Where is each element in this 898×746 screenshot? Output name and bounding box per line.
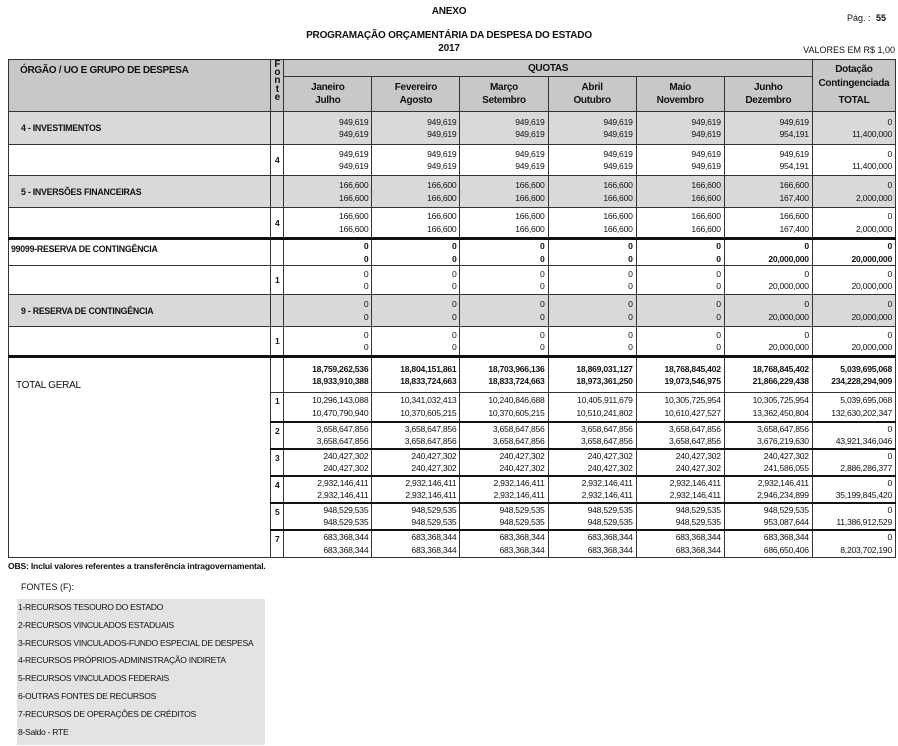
fonte-legend-item: 1-RECURSOS TESOURO DO ESTADO: [18, 602, 164, 612]
total-cell: 0 43,921,346,046: [812, 422, 895, 449]
quota-cell: 3,658,647,856 3,658,647,856: [548, 422, 636, 449]
total-geral-row: [9, 357, 896, 393]
quota-cell: 0 20,000,000: [724, 295, 812, 327]
total-cell: 0 2,000,000: [812, 208, 895, 239]
quota-cell: 0 0: [284, 239, 372, 266]
quota-cell: 0 20,000,000: [724, 327, 812, 357]
quota-cell: 0 0: [460, 327, 548, 357]
total-cell: 0 8,203,702,190: [812, 530, 895, 558]
fonte-legend-item: 5-RECURSOS VINCULADOS FEDERAIS: [18, 673, 169, 684]
group-row: [9, 295, 896, 327]
quota-cell: 949,619 949,619: [636, 112, 724, 145]
quota-cell: 949,619 949,619: [636, 145, 724, 176]
quota-cell: 0 0: [548, 295, 636, 327]
quota-cell: 0 0: [372, 239, 460, 266]
orgao-row: [9, 239, 896, 266]
quota-cell: 0 0: [548, 266, 636, 295]
quota-cell: 0 20,000,000: [724, 239, 812, 266]
fonte-legend-item: 2-RECURSOS VINCULADOS ESTADUAIS: [18, 619, 174, 630]
quota-cell: 166,600 166,600: [372, 176, 460, 208]
quota-cell: 949,619 949,619: [284, 145, 372, 176]
quota-cell: 949,619 949,619: [548, 145, 636, 176]
page-number: 55: [876, 13, 887, 23]
row-description: [9, 145, 271, 176]
page-label: Pág. :: [847, 13, 871, 23]
total-cell: 0 11,400,000: [812, 145, 895, 176]
column-header-month: Fevereiro Agosto: [372, 77, 460, 112]
total-cell: 0 35,199,845,420: [812, 476, 895, 503]
quota-cell: 0 20,000,000: [724, 266, 812, 295]
quota-cell: 2,932,146,411 2,932,146,411: [284, 476, 372, 503]
quota-cell: 948,529,535 953,087,644: [724, 503, 812, 530]
quota-cell: 240,427,302 240,427,302: [284, 449, 372, 476]
quota-cell: 2,932,146,411 2,932,146,411: [636, 476, 724, 503]
column-header-quotas: QUOTAS: [284, 60, 813, 77]
quota-cell: 2,932,146,411 2,932,146,411: [460, 476, 548, 503]
quota-cell: 2,932,146,411 2,932,146,411: [548, 476, 636, 503]
quota-cell: 0 0: [460, 266, 548, 295]
quota-cell: 0 0: [636, 295, 724, 327]
column-header-month: Março Setembro: [460, 77, 548, 112]
quota-cell: 166,600 166,600: [284, 176, 372, 208]
quota-cell: 0 0: [372, 295, 460, 327]
quota-cell: 0 0: [548, 327, 636, 357]
total-cell: 0 20,000,000: [812, 295, 895, 327]
fonte-row: [9, 208, 896, 239]
quota-cell: 949,619 949,619: [460, 112, 548, 145]
fonte-legend-item: 8-Saldo - RTE: [18, 726, 69, 737]
quota-cell: 10,405,911,679 10,510,241,802: [548, 393, 636, 422]
quota-cell: 18,768,845,402 21,866,229,438: [724, 357, 812, 393]
fonte-cell: [271, 295, 284, 327]
total-cell: 5,039,695,068 132,630,202,347: [812, 393, 895, 422]
quota-cell: 166,600 167,400: [724, 176, 812, 208]
quota-cell: 0 0: [284, 295, 372, 327]
quota-cell: 949,619 954,191: [724, 145, 812, 176]
quota-cell: 3,658,647,856 3,676,219,630: [724, 422, 812, 449]
quota-cell: 166,600 166,600: [636, 176, 724, 208]
fonte-legend-item: 3-RECURSOS VINCULADOS-FUNDO ESPECIAL DE DESPESA: [18, 637, 254, 648]
fonte-cell: 5: [271, 503, 284, 530]
total-cell: 0 20,000,000: [812, 327, 895, 357]
column-header-month: Junho Dezembro: [724, 77, 812, 112]
column-header-orgao: ÓRGÃO / UO E GRUPO DE DESPESA: [9, 60, 271, 112]
fonte-cell: 4: [271, 208, 284, 239]
anexo-title: ANEXO: [431, 6, 467, 17]
fonte-legend-item: 6-OUTRAS FONTES DE RECURSOS: [18, 690, 157, 701]
column-header-month: Maio Novembro: [636, 77, 724, 112]
document-title: PROGRAMAÇÃO ORÇAMENTÁRIA DA DESPESA DO ESTADO: [306, 30, 592, 41]
quota-cell: 18,768,845,402 19,073,546,975: [636, 357, 724, 393]
quota-cell: 3,658,647,856 3,658,647,856: [636, 422, 724, 449]
quota-cell: 0 0: [460, 239, 548, 266]
quota-cell: 0 0: [372, 327, 460, 357]
total-geral-label: TOTAL GERAL: [9, 357, 271, 558]
quota-cell: 18,804,151,861 18,833,724,663: [372, 357, 460, 393]
row-description: 5 - INVERSÕES FINANCEIRAS: [9, 176, 271, 208]
fonte-cell: 7: [271, 530, 284, 558]
quota-cell: 683,368,344 686,650,406: [724, 530, 812, 558]
quota-cell: 0 0: [548, 239, 636, 266]
quota-cell: 166,600 166,600: [548, 176, 636, 208]
fonte-cell: 1: [271, 327, 284, 357]
quota-cell: 949,619 949,619: [548, 112, 636, 145]
total-cell: 0 2,886,286,377: [812, 449, 895, 476]
fonte-legend-item: 4-RECURSOS PRÓPRIOS-ADMINISTRAÇÃO INDIRETA: [18, 655, 226, 666]
row-description: [9, 327, 271, 357]
quota-cell: 166,600 167,400: [724, 208, 812, 239]
currency-note: VALORES EM R$ 1,00: [803, 45, 895, 55]
quota-cell: 0 0: [460, 295, 548, 327]
fonte-cell: 2: [271, 422, 284, 449]
quota-cell: 3,658,647,856 3,658,647,856: [372, 422, 460, 449]
quota-cell: 0 0: [284, 266, 372, 295]
quota-cell: 240,427,302 241,586,055: [724, 449, 812, 476]
fonte-cell: 1: [271, 393, 284, 422]
fonte-legend-item: 7-RECURSOS DE OPERAÇÕES DE CRÉDITOS: [18, 708, 196, 719]
quota-cell: 948,529,535 948,529,535: [284, 503, 372, 530]
column-header-month: Abril Outubro: [548, 77, 636, 112]
quota-cell: 166,600 166,600: [372, 208, 460, 239]
quota-cell: 240,427,302 240,427,302: [636, 449, 724, 476]
fonte-cell: [271, 176, 284, 208]
quota-cell: 683,368,344 683,368,344: [460, 530, 548, 558]
quota-cell: 2,932,146,411 2,946,234,899: [724, 476, 812, 503]
quota-cell: 3,658,647,856 3,658,647,856: [284, 422, 372, 449]
quota-cell: 240,427,302 240,427,302: [460, 449, 548, 476]
quota-cell: 949,619 949,619: [372, 145, 460, 176]
quota-cell: 949,619 949,619: [372, 112, 460, 145]
quota-cell: 2,932,146,411 2,932,146,411: [372, 476, 460, 503]
fonte-cell: 4: [271, 476, 284, 503]
quota-cell: 683,368,344 683,368,344: [372, 530, 460, 558]
fontes-title: FONTES (F):: [21, 582, 74, 592]
quota-cell: 0 0: [636, 327, 724, 357]
quota-cell: 949,619 954,191: [724, 112, 812, 145]
quota-cell: 683,368,344 683,368,344: [636, 530, 724, 558]
total-cell: 0 2,000,000: [812, 176, 895, 208]
quota-cell: 949,619 949,619: [284, 112, 372, 145]
fonte-cell: [271, 112, 284, 145]
document-year: 2017: [438, 43, 460, 54]
quota-cell: 10,305,725,954 13,362,450,804: [724, 393, 812, 422]
fonte-row: [9, 266, 896, 295]
quota-cell: 0 0: [284, 327, 372, 357]
quota-cell: 10,296,143,088 10,470,790,940: [284, 393, 372, 422]
total-cell: 0 11,386,912,529: [812, 503, 895, 530]
quota-cell: 18,869,031,127 18,973,361,250: [548, 357, 636, 393]
quota-cell: 166,600 166,600: [636, 208, 724, 239]
quota-cell: 949,619 949,619: [460, 145, 548, 176]
column-header-total: Dotação Contingenciada TOTAL: [812, 60, 895, 112]
column-header-fonte: F o n t e: [271, 60, 284, 112]
total-cell: 0 11,400,000: [812, 112, 895, 145]
fonte-cell: 4: [271, 145, 284, 176]
quota-cell: 166,600 166,600: [460, 176, 548, 208]
group-row: [9, 112, 896, 145]
row-description: [9, 266, 271, 295]
quota-cell: 240,427,302 240,427,302: [372, 449, 460, 476]
fonte-cell: [271, 239, 284, 266]
budget-table: [8, 59, 896, 558]
row-description: [9, 208, 271, 239]
quota-cell: 10,240,846,688 10,370,605,215: [460, 393, 548, 422]
row-description: 99099-RESERVA DE CONTINGÊNCIA: [9, 239, 271, 266]
quota-cell: 10,341,032,413 10,370,605,215: [372, 393, 460, 422]
group-row: [9, 176, 896, 208]
quota-cell: 948,529,535 948,529,535: [460, 503, 548, 530]
quota-cell: 3,658,647,856 3,658,647,856: [460, 422, 548, 449]
quota-cell: 683,368,344 683,368,344: [548, 530, 636, 558]
fontes-legend: [17, 599, 265, 745]
quota-cell: 948,529,535 948,529,535: [548, 503, 636, 530]
quota-cell: 166,600 166,600: [460, 208, 548, 239]
quota-cell: 0 0: [372, 266, 460, 295]
total-cell: 0 20,000,000: [812, 266, 895, 295]
fonte-cell: 3: [271, 449, 284, 476]
quota-cell: 10,305,725,954 10,610,427,527: [636, 393, 724, 422]
quota-cell: 166,600 166,600: [284, 208, 372, 239]
quota-cell: 240,427,302 240,427,302: [548, 449, 636, 476]
fonte-cell: 1: [271, 266, 284, 295]
observation-note: OBS: Inclui valores referentes a transferência intragovernamental.: [8, 561, 266, 571]
fonte-row: [9, 145, 896, 176]
fonte-cell: [271, 357, 284, 393]
quota-cell: 166,600 166,600: [548, 208, 636, 239]
total-cell: 5,039,695,068 234,228,294,909: [812, 357, 895, 393]
quota-cell: 0 0: [636, 239, 724, 266]
fonte-row: [9, 327, 896, 357]
quota-cell: 0 0: [636, 266, 724, 295]
total-cell: 0 20,000,000: [812, 239, 895, 266]
quota-cell: 18,703,966,136 18,833,724,663: [460, 357, 548, 393]
row-description: 4 - INVESTIMENTOS: [9, 112, 271, 145]
quota-cell: 683,368,344 683,368,344: [284, 530, 372, 558]
quota-cell: 948,529,535 948,529,535: [372, 503, 460, 530]
quota-cell: 18,759,262,536 18,933,910,388: [284, 357, 372, 393]
column-header-month: Janeiro Julho: [284, 77, 372, 112]
quota-cell: 948,529,535 948,529,535: [636, 503, 724, 530]
row-description: 9 - RESERVA DE CONTINGÊNCIA: [9, 295, 271, 327]
